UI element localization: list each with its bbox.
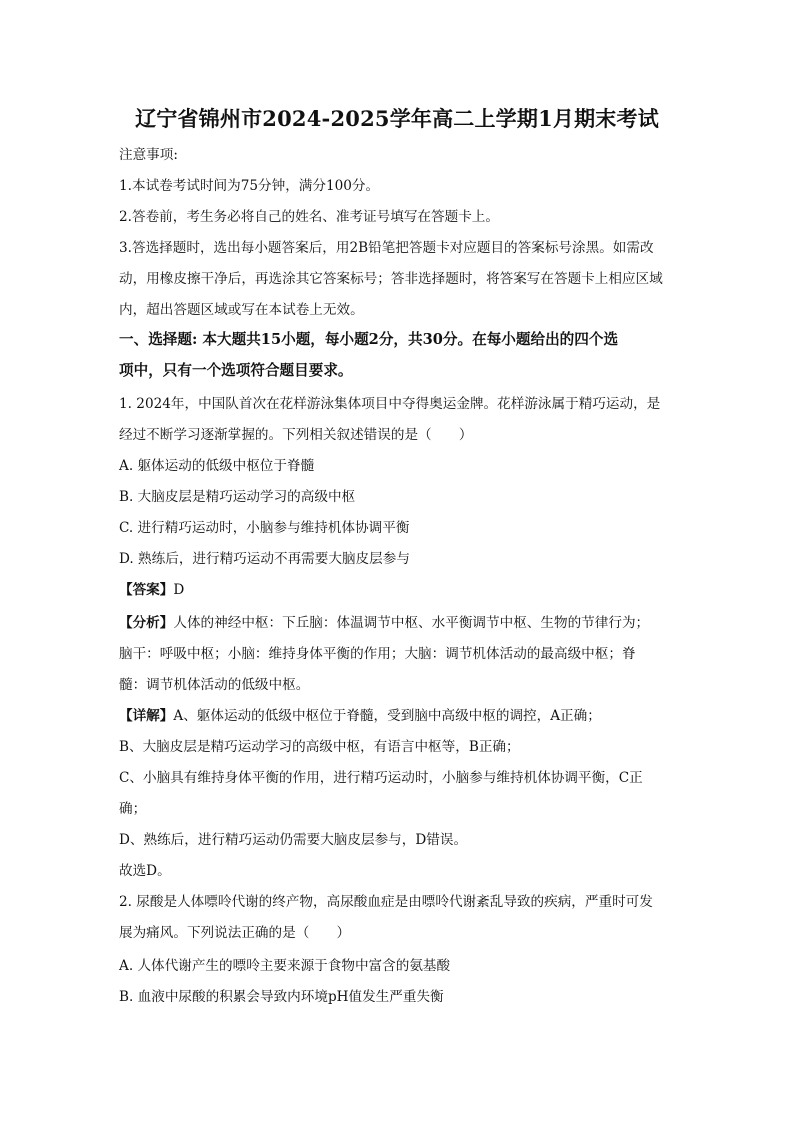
q2-option-b: B. 血液中尿酸的积累会导致内环境pH值发生严重失衡 bbox=[119, 989, 444, 1005]
section-heading-line-1: 一、选择题: 本大题共15小题，每小题2分，共30分。在每小题给出的四个选 bbox=[119, 331, 619, 348]
notice-item-2: 2.答卷前，考生务必将自己的姓名、准考证号填写在答题卡上。 bbox=[119, 209, 499, 225]
q1-option-a: A. 躯体运动的低级中枢位于脊髓 bbox=[119, 458, 315, 474]
q2-option-a: A. 人体代谢产生的嘌呤主要来源于食物中富含的氨基酸 bbox=[119, 958, 451, 974]
q1-answer bbox=[119, 580, 679, 600]
q1-detail-line-6: 故选D。 bbox=[119, 863, 171, 879]
notice-heading: 注意事项: bbox=[119, 147, 178, 163]
q2-stem-line-2: 展为痛风。下列说法正确的是（ ） bbox=[119, 925, 351, 941]
q1-analysis-line-1 bbox=[119, 613, 679, 633]
notice-item-3-cont-1: 动，用橡皮擦干净后，再选涂其它答案标号；答非选择题时，将答案写在答题卡上相应区域 bbox=[119, 271, 663, 287]
analysis-text-1: 人体的神经中枢：下丘脑：体温调节中枢、水平衡调节中枢、生物的节律行为； bbox=[173, 615, 650, 631]
q1-option-d: D. 熟练后，进行精巧运动不再需要大脑皮层参与 bbox=[119, 551, 410, 567]
notice-item-3-cont-2: 内，超出答题区域或写在本试卷上无效。 bbox=[119, 302, 364, 318]
q1-option-b: B. 大脑皮层是精巧运动学习的高级中枢 bbox=[119, 489, 356, 505]
detail-text-1: A、躯体运动的低级中枢位于脊髓，受到脑中高级中枢的调控，A正确； bbox=[173, 708, 601, 724]
q1-stem-line-1: 1. 2024年，中国队首次在花样游泳集体项目中夺得奥运金牌。花样游泳属于精巧运动，是 bbox=[119, 396, 661, 412]
notice-item-1: 1.本试卷考试时间为75分钟，满分100分。 bbox=[119, 178, 380, 194]
q1-option-c: C. 进行精巧运动时，小脑参与维持机体协调平衡 bbox=[119, 520, 410, 536]
q1-detail-line-5: D、熟练后，进行精巧运动仍需要大脑皮层参与，D错误。 bbox=[119, 832, 468, 848]
notice-item-3: 3.答选择题时，选出每小题答案后，用2B铅笔把答题卡对应题目的答案标号涂黑。如需改 bbox=[119, 240, 654, 256]
analysis-tag: 【分析】 bbox=[119, 615, 174, 631]
q1-stem-line-2: 经过不断学习逐渐掌握的。下列相关叙述错误的是（ ） bbox=[119, 427, 473, 443]
answer-value: D bbox=[173, 582, 185, 598]
page-title: 辽宁省锦州市2024-2025学年高二上学期1月期末考试 bbox=[135, 106, 659, 131]
q1-detail-line-3: C、小脑具有维持身体平衡的作用，进行精巧运动时，小脑参与维持机体协调平衡，C正 bbox=[119, 770, 643, 786]
q1-detail-line-2: B、大脑皮层是精巧运动学习的高级中枢，有语言中枢等，B正确； bbox=[119, 739, 520, 755]
detail-tag: 【详解】 bbox=[119, 708, 174, 724]
section-heading-line-2: 项中，只有一个选项符合题目要求。 bbox=[119, 362, 353, 379]
q2-stem-line-1: 2. 尿酸是人体嘌呤代谢的终产物，高尿酸血症是由嘌呤代谢紊乱导致的疾病，严重时可发 bbox=[119, 894, 653, 910]
answer-tag: 【答案】 bbox=[119, 582, 174, 598]
q1-analysis-line-2: 脑干：呼吸中枢；小脑：维持身体平衡的作用；大脑：调节机体活动的最高级中枢；脊 bbox=[119, 646, 636, 662]
q1-analysis-line-3: 髓：调节机体活动的低级中枢。 bbox=[119, 677, 310, 693]
q1-detail-line-1 bbox=[119, 706, 679, 726]
q1-detail-line-4: 确； bbox=[119, 801, 147, 817]
